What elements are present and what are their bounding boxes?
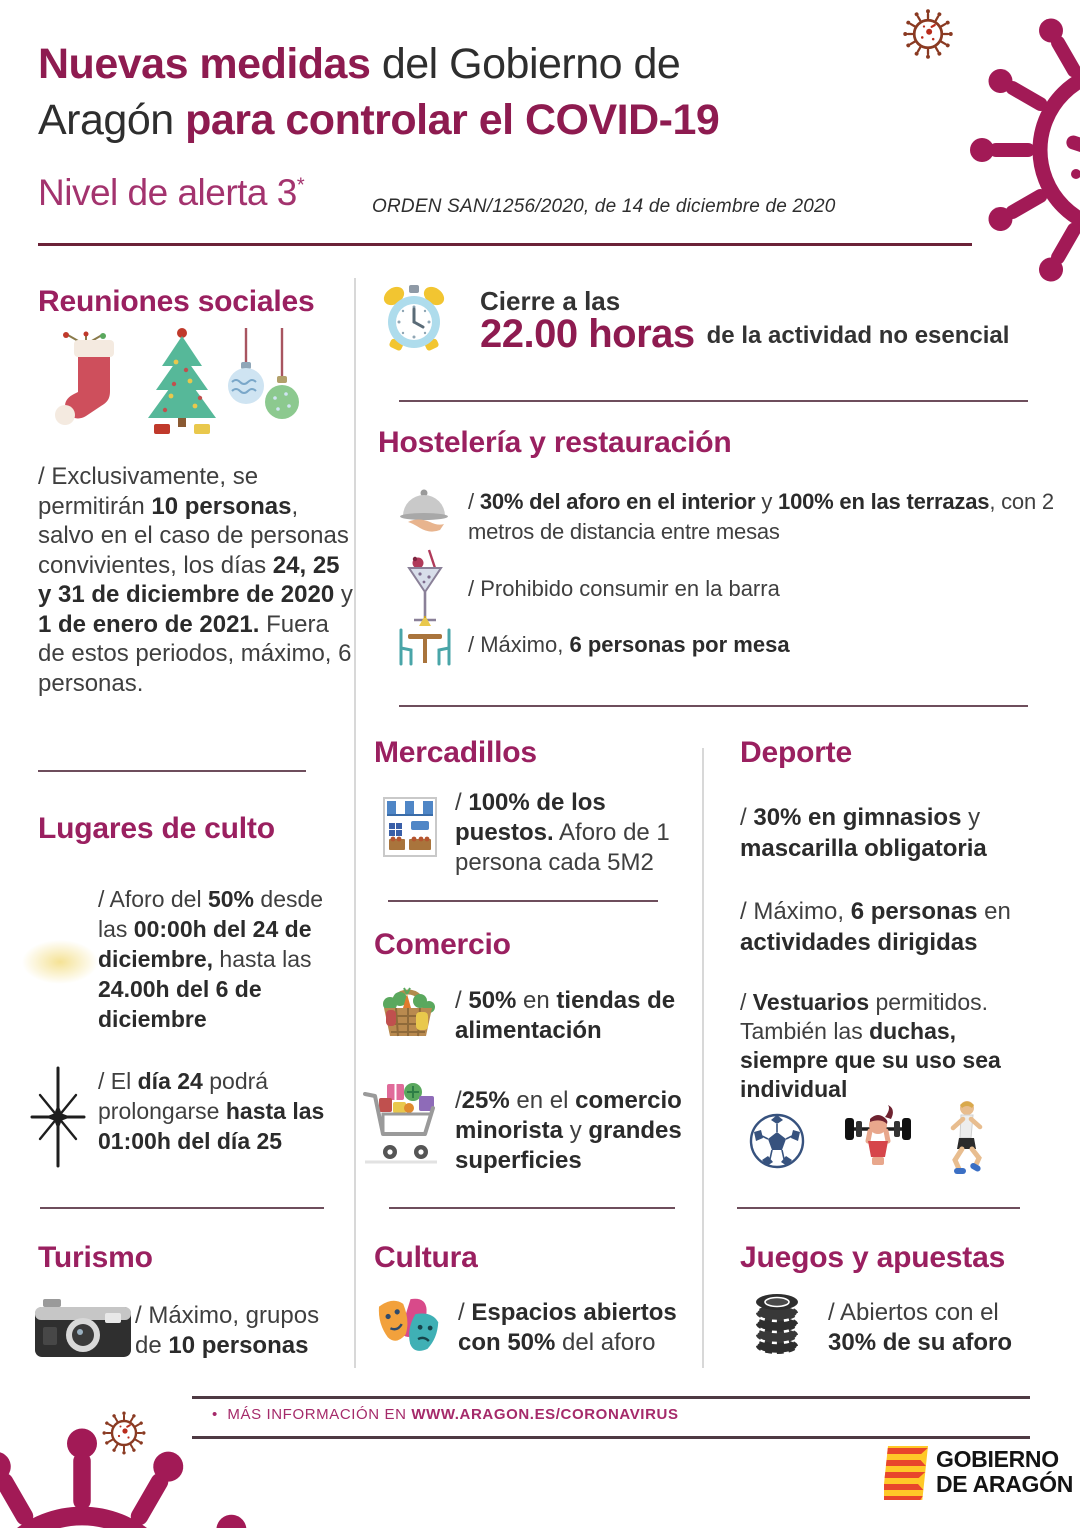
- section-title-cultura: Cultura: [374, 1241, 478, 1274]
- footer-rule-bottom: [192, 1436, 1030, 1439]
- alarm-clock-icon: [382, 282, 446, 356]
- deporte-item1: / 30% en gimnasios y mascarilla obligatoria: [740, 804, 987, 862]
- title-rest-2: Aragón: [38, 96, 186, 144]
- ornaments-icon: [226, 328, 302, 430]
- deporte-item2: / Máximo, 6 personas en actividades dirigidas: [740, 898, 1011, 956]
- header-rule: [38, 243, 972, 246]
- divider: [40, 1207, 324, 1209]
- turismo-item1: / Máximo, grupos de 10 personas: [135, 1302, 320, 1359]
- theater-masks-icon: [376, 1294, 444, 1356]
- section-title-comercio: Comercio: [374, 928, 511, 961]
- lugares-item2: / El día 24 podrá prolongarse hasta las 01:00h del día 25: [98, 1068, 325, 1154]
- gobierno-logo-text: [936, 1447, 1073, 1497]
- hosteleria-item2: / Prohibido consumir en la barra: [468, 576, 780, 601]
- hosteleria-item1: / 30% del aforo en el interior y 100% en las terrazas, con 2 metros de distancia entre mesas: [468, 489, 1054, 544]
- hosteleria-item3: / Máximo, 6 personas por mesa: [468, 632, 790, 657]
- footer-rule-top: [192, 1396, 1030, 1399]
- divider: [399, 400, 1028, 402]
- alert-asterisk: *: [296, 174, 305, 197]
- table-chairs-icon: [395, 614, 455, 670]
- candle-glow-icon: [22, 940, 98, 984]
- logo-line1: GOBIERNO: [936, 1446, 1059, 1472]
- section-title-turismo: Turismo: [38, 1241, 153, 1274]
- section-title-reuniones: Reuniones sociales: [38, 285, 315, 318]
- aragon-flag-icon: [884, 1446, 928, 1500]
- closure-line: [480, 312, 1009, 357]
- divider: [389, 1207, 675, 1209]
- juegos-item1: / Abiertos con el 30% de su aforo: [828, 1299, 1013, 1356]
- section-title-mercadillos: Mercadillos: [374, 736, 537, 769]
- alert-level: Nivel de alerta 3*: [38, 172, 305, 213]
- cloche-icon: [398, 486, 450, 534]
- closure-intro: Cierre a las: [480, 286, 621, 316]
- virus-small-icon: [101, 1410, 147, 1456]
- divider: [399, 705, 1028, 707]
- deporte-item3: / Vestuarios permitidos. También las duchas, siempre que su uso sea individual: [740, 989, 1001, 1102]
- divider: [38, 770, 306, 772]
- mercadillos-item1: / 100% de los puestos. Aforo de 1 persona cada 5M2: [455, 789, 670, 876]
- section-title-hosteleria: Hostelería y restauración: [378, 426, 732, 459]
- divider: [388, 900, 658, 902]
- column-divider: [702, 748, 704, 1368]
- lugares-item1: / Aforo del 50% desde las 00:00h del 24 de diciembre, hasta las 24.00h del 6 de diciembre: [98, 886, 324, 1032]
- page-title-line2: [38, 92, 719, 148]
- market-stall-icon: [383, 797, 437, 857]
- title-accent-1: Nuevas medidas: [38, 40, 371, 88]
- reuniones-text: / Exclusivamente, se permitirán 10 personas, salvo en el caso de personas convivientes, los días 24, 25 y 31 de diciembre de 2020 y 1 de enero de 2021. Fuera de estos periodos, máximo, 6 personas.: [38, 463, 353, 697]
- column-divider: [354, 278, 356, 1368]
- soccer-ball-icon: [748, 1112, 806, 1170]
- cultura-item1: / Espacios abiertos con 50% del aforo: [458, 1299, 677, 1356]
- christmas-tree-icon: [138, 326, 226, 436]
- runner-icon: [936, 1098, 990, 1178]
- poker-chips-icon: [752, 1292, 802, 1358]
- divider: [737, 1207, 1020, 1209]
- title-accent-2: para controlar el COVID-19: [185, 96, 720, 144]
- section-title-juegos: Juegos y apuestas: [740, 1241, 1006, 1274]
- closure-detail: de la actividad no esencial: [706, 322, 1010, 349]
- order-reference: ORDEN SAN/1256/2020, de 14 de diciembre de 2020: [372, 196, 836, 217]
- food-basket-icon: [376, 980, 440, 1040]
- section-title-deporte: Deporte: [740, 736, 852, 769]
- camera-icon: [35, 1297, 131, 1359]
- footer-bullet: •: [212, 1406, 218, 1423]
- comercio-item2: /25% en el comercio minorista y grandes superficies: [455, 1087, 682, 1174]
- page-title-line1: [38, 36, 680, 92]
- shopping-cart-icon: [363, 1082, 441, 1168]
- virus-large-icon: [930, 0, 1080, 300]
- title-rest-1: del Gobierno de: [370, 40, 681, 88]
- weightlifter-icon: [843, 1103, 913, 1175]
- christmas-star-icon: [26, 1066, 90, 1168]
- footer-info: [212, 1406, 679, 1423]
- logo-line2: DE ARAGÓN: [936, 1471, 1074, 1497]
- closure-time: 22.00 horas: [480, 312, 695, 356]
- stocking-icon: [50, 330, 124, 432]
- comercio-item1: / 50% en tiendas de alimentación: [455, 987, 676, 1044]
- section-title-lugares: Lugares de culto: [38, 812, 275, 845]
- footer-info-text: MÁS INFORMACIÓN EN WWW.ARAGON.ES/CORONAVIRUS: [227, 1406, 679, 1423]
